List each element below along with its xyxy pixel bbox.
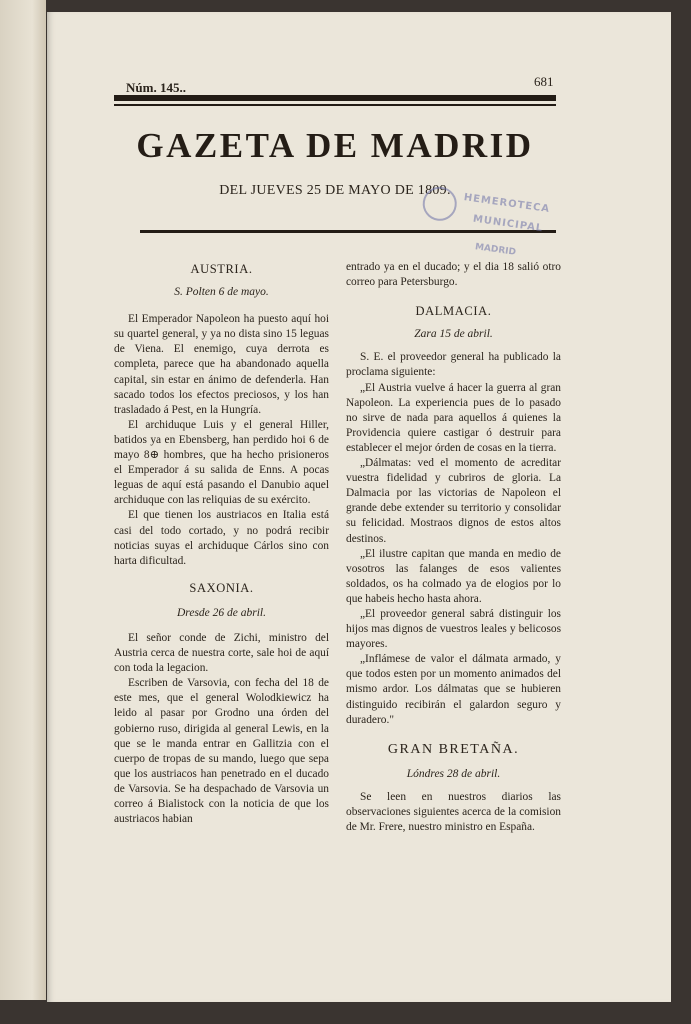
paragraph: „El proveedor general sabrá distinguir los hijos mas dignos de vuestros leales y belicosos mayores. xyxy=(346,607,561,651)
section-heading-gran-bretana: GRAN BRETAÑA. xyxy=(387,741,520,757)
stamp-crest-icon xyxy=(421,185,459,223)
masthead-title: GAZETA DE MADRID xyxy=(136,126,534,165)
paragraph: Escriben de Varsovia, con fecha del 18 de este mes, que el general Wolodkiewicz ha leido al pasar por Grodno una órden del gobierno ruso, dirigida al general Lewis, en la que se le manda entrar en Gallitzia con el cuerpo de tropas de su mando, luego que sepa que los austriacos han penetrado en el ducado de Varsovia. Se ha despachado de Varsovia un correo á Bialistock con la noticia de que los austriacos habian xyxy=(114,677,329,826)
dateline-dalmacia: Zara 15 de abril. xyxy=(414,328,493,341)
column-left xyxy=(114,262,329,827)
paragraph: „El Austria vuelve á hacer la guerra al gran Napoleon. La experiencia pues de lo pasado no sirve de nada para aquellos á quienes la Providencia quiere castigar ó destruir para establecer el mejor órden de cosas en la tierra. xyxy=(346,381,561,454)
continuation-text: entrado ya en el ducado; y el dia 18 salió otro correo para Petersburgo. xyxy=(346,261,561,289)
dateline-saxonia: Dresde 26 de abril. xyxy=(176,606,266,619)
dateline-gran-bretana: Lóndres 28 de abril. xyxy=(406,767,501,780)
top-rule-thick xyxy=(114,95,556,101)
stamp-line-1: HEMEROTECA xyxy=(463,192,551,216)
top-rule-thin xyxy=(114,104,556,106)
paragraph: El que tienen los austriacos en Italia está casi del todo cortado, y no podrá recibir noticias suyas el archiduque Cárlos sino con harta dificultad. xyxy=(114,509,329,567)
facing-page-edge xyxy=(0,0,46,1000)
paragraph: S. E. el proveedor general ha publicado la proclama siguiente: xyxy=(346,351,561,379)
issue-dateline: DEL JUEVES 25 DE MAYO DE 1809. xyxy=(219,183,451,198)
paragraph: „Inflámese de valor el dálmata armado, y que todos esten por un momento animados del mismo ardor. Los dálmatas que se hubieren distinguido recibirán el galardon seguro y duradero." xyxy=(346,653,561,726)
issue-number: Núm. 145.. xyxy=(126,80,186,95)
stamp-line-2: MUNICIPAL xyxy=(472,213,544,235)
section-heading-dalmacia: DALMACIA. xyxy=(415,304,492,319)
dateline-austria: S. Polten 6 de mayo. xyxy=(174,286,269,299)
column-right xyxy=(346,260,561,835)
paragraph: „El ilustre capitan que manda en medio de vosotros las falanges de esos valientes soldados, os ha colmado ya de elogios por lo que habeis hecho hasta ahora. xyxy=(346,547,561,605)
stamp-line-3: MADRID xyxy=(474,242,517,258)
paragraph: Se leen en nuestros diarios las observaciones siguientes acerca de la comision de Mr. Frere, nuestro ministro en España. xyxy=(346,790,561,834)
page-number: 681 xyxy=(534,74,554,89)
section-heading-saxonia: SAXONIA. xyxy=(189,580,254,595)
paragraph: El señor conde de Zichi, ministro del Austria cerca de nuestra corte, sale hoi de aquí con toda la legacion. xyxy=(114,631,329,675)
section-heading-austria: AUSTRIA. xyxy=(190,262,253,276)
paragraph: El Emperador Napoleon ha puesto aquí hoi su quartel general, y ya no dista sino 15 leguas de Viena. El enemigo, cuya derrota es completa, parece que ha abandonado aquella capital, sin estar en ánimo de defenderla. Han sacado todos los efectos preciosos, y los han trasladado á Pest, en la Hungría. xyxy=(114,313,329,416)
paragraph: El archiduque Luis y el general Hiller, batidos ya en Ebensberg, han perdido hoi 6 de mayo 8⊕ hombres, que ha hecho prisioneros el Emperador á su salida de Enns. A pocas leguas de aquí está pasando el Danubio aquel archiduque con las reliquias de su exército. xyxy=(114,418,329,507)
paragraph: „Dálmatas: ved el momento de acreditar vuestra fidelidad y cubriros de gloria. La Dalmacia por las victorias de Napoleon el grande debe extender su territorio y consolidar su felicidad. Mostraos dignos de estos altos destinos. xyxy=(346,457,561,545)
